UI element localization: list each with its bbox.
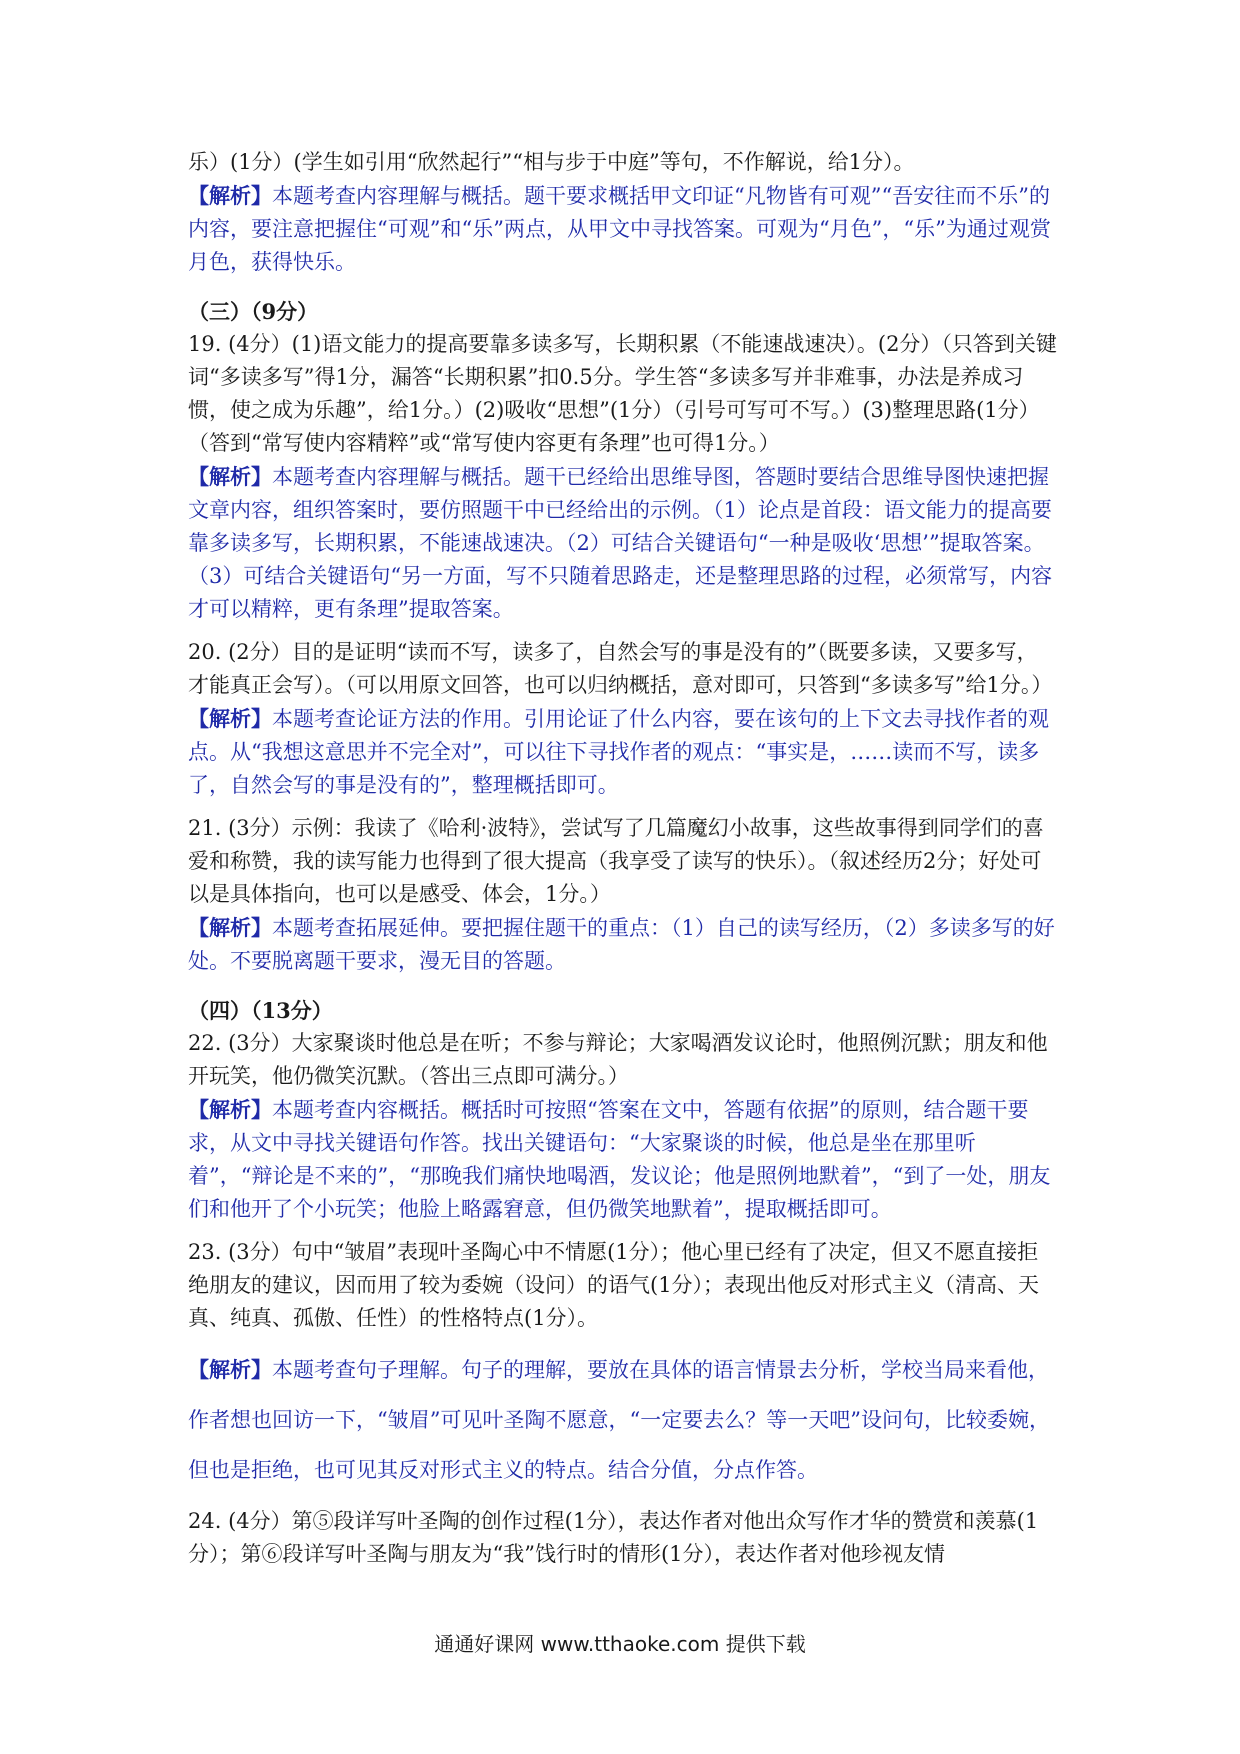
q23-analysis — [188, 1345, 1058, 1495]
q21-analysis — [188, 911, 1058, 978]
q24-answer: 24. (4分）第⑤段详写叶圣陶的创作过程(1分），表达作者对他出众写作才华的赞赏和羡慕(1分）；第⑥段详写叶圣陶与朋友为“我”饯行时的情形(1分），表达作者对他珍视友情 — [188, 1509, 1039, 1566]
q19-answer: 19. (4分）(1)语文能力的提高要靠多读多写，长期积累（不能速战速决）。(2分）（只答到关键词“多读多写”得1分，漏答“长期积累”扣0.5分。学生答“多读多写并非难事，办法是养成习惯，使之成为乐趣”，给1分。）(2)吸收“思想”(1分）（引号可写可不写。）(3)整理思路(1分）（答到“常写使内容精粹”或“常写使内容更有条理”也可得1分。） — [188, 332, 1057, 455]
analysis-tag: 【解析】 — [188, 1357, 272, 1382]
analysis-tag: 【解析】 — [188, 706, 272, 731]
q23-answer: 23. (3分）句中“皱眉”表现叶圣陶心中不情愿(1分）；他心里已经有了决定，但又不愿直接拒绝朋友的建议，因而用了较为委婉（设问）的语气(1分）；表现出他反对形式主义（清高、天真、纯真、孤傲、任性）的性格特点(1分）。 — [188, 1240, 1040, 1330]
analysis-tag: 【解析】 — [188, 183, 272, 208]
analysis-text: 本题考查拓展延伸。要把握住题干的重点：（1）自己的读写经历，（2）多读多写的好处。不要脱离题干要求，漫无目的答题。 — [188, 916, 1055, 973]
analysis-text: 本题考查论证方法的作用。引用论证了什么内容，要在该句的上下文去寻找作者的观点。从“我想这意思并不完全对”，可以往下寻找作者的观点：“事实是，……读而不写，读多了，自然会写的事是没有的”，整理概括即可。 — [188, 707, 1049, 797]
document-body — [188, 146, 1058, 1571]
q20-answer: 20. (2分）目的是证明“读而不写，读多了，自然会写的事是没有的”（既要多读，又要多写，才能真正会写）。（可以用原文回答，也可以归纳概括，意对即可，只答到“多读多写”给1分。） — [188, 640, 1053, 697]
q21-answer: 21. (3分）示例：我读了《哈利·波特》，尝试写了几篇魔幻小故事，这些故事得到同学们的喜爱和称赞，我的读写能力也得到了很大提高（我享受了读写的快乐）。（叙述经历2分；好处可以是具体指向，也可以是感受、体会，1分。） — [188, 816, 1044, 906]
section-heading-4: （四）（13分） — [188, 998, 333, 1023]
analysis-text: 本题考查内容概括。概括时可按照“答案在文中，答题有依据”的原则，结合题干要求，从文中寻找关键语句作答。找出关键语句：“大家聚谈的时候，他总是坐在那里听着”，“辩论是不来的”，“那晚我们痛快地喝酒，发议论；他是照例地默着”，“到了一处，朋友们和他开了个小玩笑；他脸上略露窘意，但仍微笑地默着”，提取概括即可。 — [188, 1098, 1051, 1221]
page-footer: 通通好课网 www.tthaoke.com 提供下载 — [434, 1632, 806, 1656]
intro-answer: 乐）(1分）(学生如引用“欣然起行”“相与步于中庭”等句，不作解说，给1分）。 — [188, 150, 915, 174]
q19-analysis — [188, 460, 1058, 626]
q20-analysis — [188, 702, 1058, 802]
analysis-text: 本题考查内容理解与概括。题干已经给出思维导图，答题时要结合思维导图快速把握文章内容，组织答案时，要仿照题干中已经给出的示例。（1）论点是首段：语文能力的提高要靠多读多写，长期积累，不能速战速决。（2）可结合关键语句“一种是吸收‘思想’”提取答案。（3）可结合关键语句“另一方面，写不只随着思路走，还是整理思路的过程，必须常写，内容才可以精粹，更有条理”提取答案。 — [188, 465, 1053, 621]
analysis-tag: 【解析】 — [188, 1097, 272, 1122]
section-heading-3: （三）（9分） — [188, 299, 319, 324]
analysis-tag: 【解析】 — [188, 915, 272, 940]
analysis-text: 本题考查句子理解。句子的理解，要放在具体的语言情景去分析，学校当局来看他，作者想也回访一下，“皱眉”可见叶圣陶不愿意，“一定要去么？等一天吧”设问句，比较委婉，但也是拒绝，也可见其反对形式主义的特点。结合分值，分点作答。 — [188, 1358, 1050, 1482]
q22-analysis — [188, 1093, 1058, 1226]
analysis-text: 本题考查内容理解与概括。题干要求概括甲文印证“凡物皆有可观”“吾安往而不乐”的内容，要注意把握住“可观”和“乐”两点，从甲文中寻找答案。可观为“月色”，“乐”为通过观赏月色，获得快乐。 — [188, 184, 1051, 274]
q22-answer: 22. (3分）大家聚谈时他总是在听；不参与辩论；大家喝酒发议论时，他照例沉默；朋友和他开玩笑，他仍微笑沉默。（答出三点即可满分。） — [188, 1031, 1048, 1088]
intro-analysis — [188, 179, 1058, 279]
analysis-tag: 【解析】 — [188, 464, 272, 489]
